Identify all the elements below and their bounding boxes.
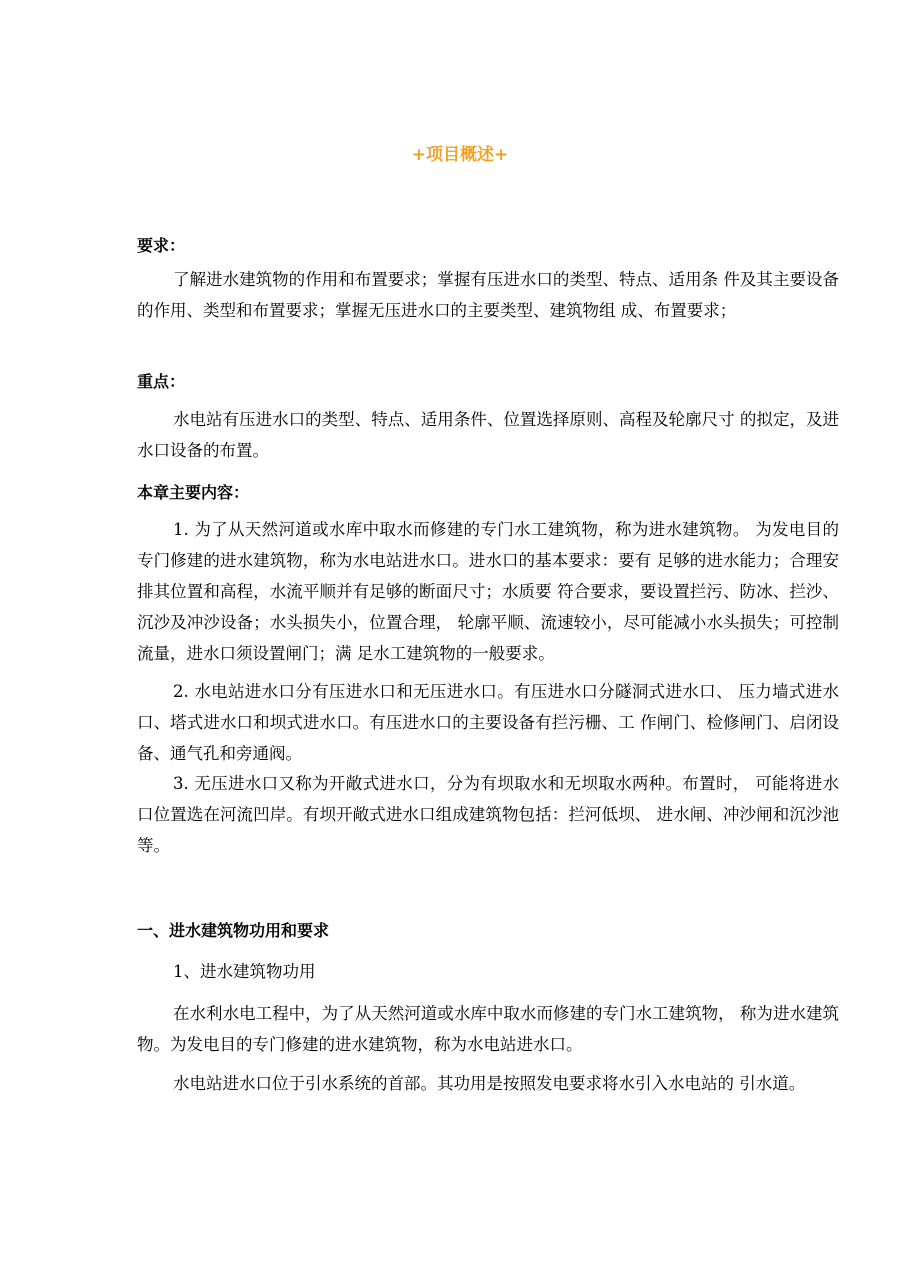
section-1-paragraph-2: 水电站进水口位于引水系统的首部。其功用是按照发电要求将水引入水电站的 引水道。 <box>173 1074 806 1093</box>
chapter-content-heading: 本章主要内容： <box>137 483 250 502</box>
section-1-paragraph-1: 在水利水电工程中，为了从天然河道或水库中取水而修建的专门水工建筑物， 称为进水建筑物。为发电目的专门修建的进水建筑物，称为水电站进水口。 <box>137 1004 839 1054</box>
section-1-subheading: 1、进水建筑物功用 <box>173 962 316 981</box>
content-item-2: 2. 水电站进水口分有压进水口和无压进水口。有压进水口分隧洞式进水口、 压力墙式进水口、塔式进水口和坝式进水口。有压进水口的主要设备有拦污栅、工 作闸门、检修闸门、启闭设备、通气孔和旁通阀。 <box>137 682 839 763</box>
content-item-1: 1. 为了从天然河道或水库中取水而修建的专门水工建筑物，称为进水建筑物。 为发电目的专门修建的进水建筑物，称为水电站进水口。进水口的基本要求：要有 足够的进水能力；合理安排其位置和高程，水流平顺并有足够的断面尺寸；水质要 符合要求，要设置拦污、防冰、拦沙、沉沙及冲沙设备；水头损失小，位置合理， 轮廓平顺、流速较小，尽可能减小水头损失；可控制流量，进水口须设置闸门；满 足水工建筑物的一般要求。 <box>137 520 839 663</box>
page-title: +项目概述+ <box>411 145 509 165</box>
key-points-heading: 重点： <box>137 372 186 391</box>
key-points-paragraph: 水电站有压进水口的类型、特点、适用条件、位置选择原则、高程及轮廓尺寸 的拟定，及进水口设备的布置。 <box>137 410 839 460</box>
section-1-heading: 一、进水建筑物功用和要求 <box>137 921 330 940</box>
content-item-3: 3. 无压进水口又称为开敞式进水口，分为有坝取水和无坝取水两种。布置时， 可能将进水口位置选在河流凹岸。有坝开敞式进水口组成建筑物包括：拦河低坝、 进水闸、冲沙闸和沉沙池等。 <box>137 774 839 855</box>
requirement-heading: 要求： <box>137 236 186 255</box>
requirement-paragraph: 了解进水建筑物的作用和布置要求；掌握有压进水口的类型、特点、适用条 件及其主要设备的作用、类型和布置要求；掌握无压进水口的主要类型、建筑物组 成、布置要求； <box>137 270 839 320</box>
